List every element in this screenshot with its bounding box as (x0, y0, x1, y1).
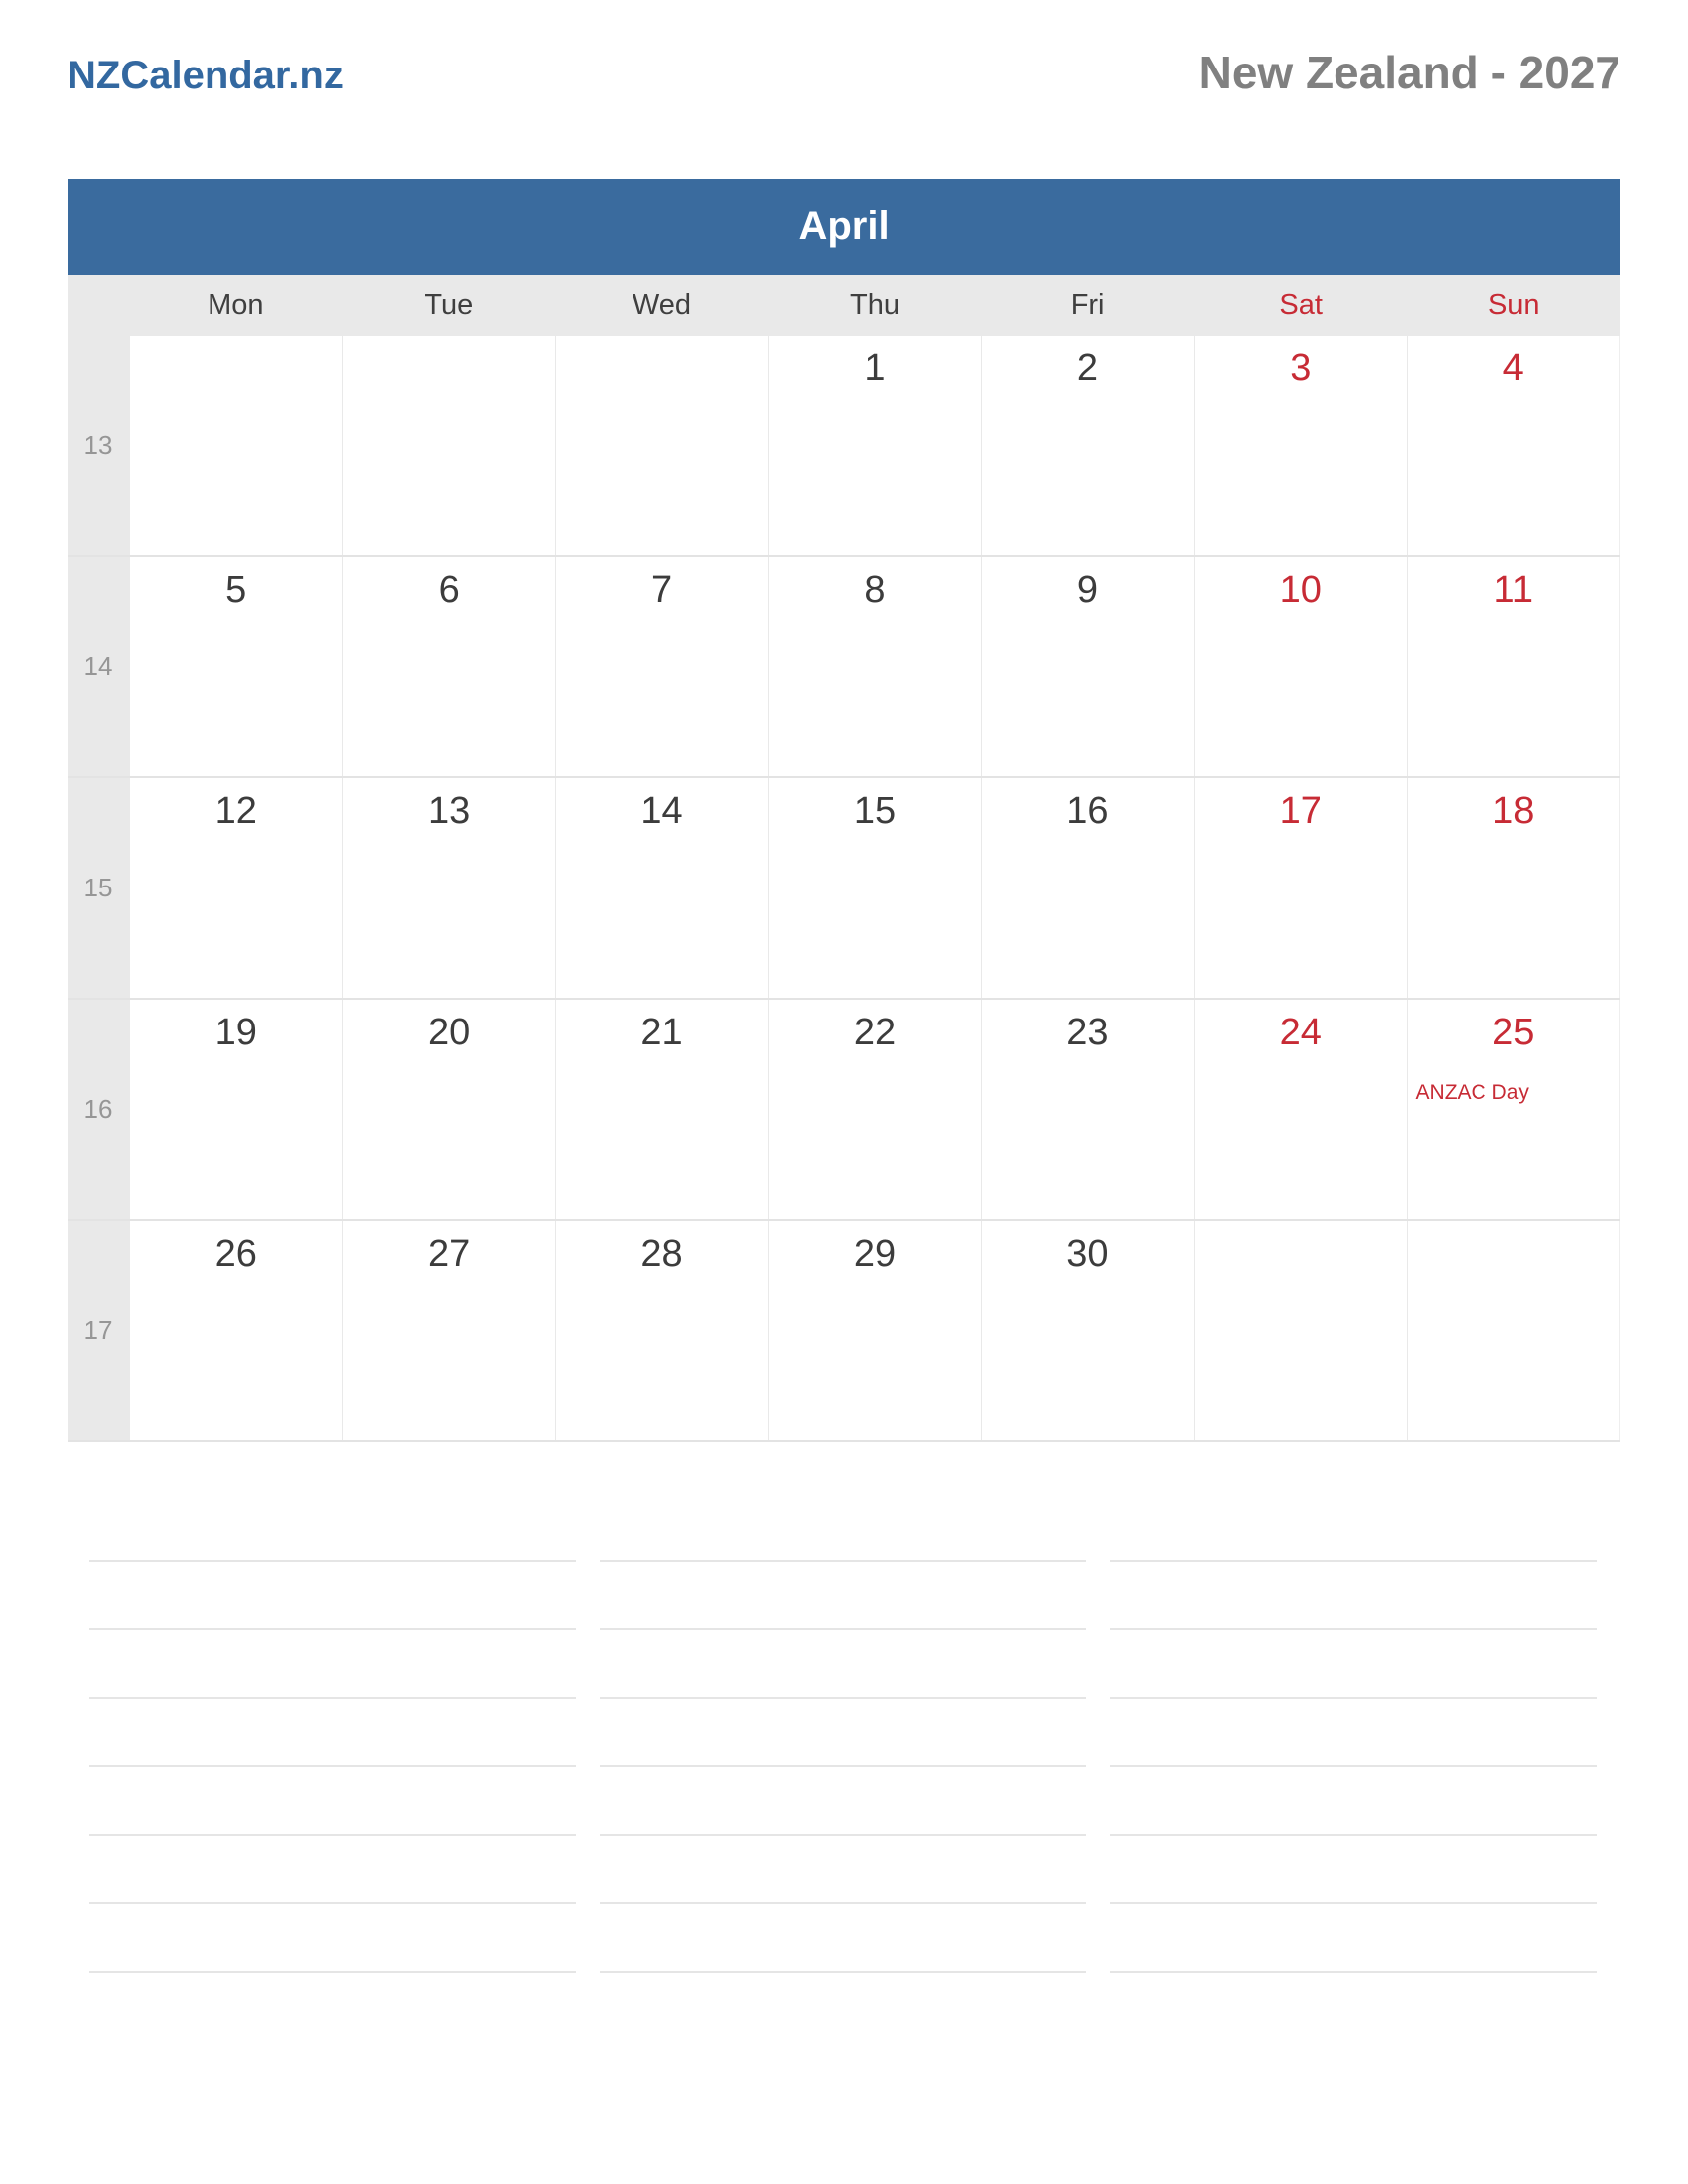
day-cell (768, 778, 980, 998)
day-number: 19 (214, 1012, 257, 1053)
note-line (1110, 1562, 1597, 1630)
week-row (68, 778, 1620, 1000)
day-cell (129, 557, 342, 776)
note-line (89, 1562, 576, 1630)
note-line (89, 1630, 576, 1699)
weekday-header-row (68, 275, 1620, 336)
week-number: 17 (68, 1221, 129, 1440)
note-line (1110, 1630, 1597, 1699)
day-cell (981, 1000, 1194, 1219)
day-cell (768, 336, 980, 555)
week-row (68, 557, 1620, 778)
day-number: 8 (864, 569, 886, 611)
day-cell (981, 557, 1194, 776)
day-number: 17 (1279, 790, 1322, 832)
day-cell (555, 1221, 768, 1440)
note-line (600, 1904, 1086, 1973)
day-cell (342, 557, 554, 776)
day-cell (768, 1221, 980, 1440)
day-number: 11 (1493, 569, 1533, 611)
site-logo[interactable]: NZCalendar.nz (68, 54, 344, 97)
note-line (89, 1836, 576, 1904)
week-row (68, 1000, 1620, 1221)
day-cell (555, 336, 768, 555)
day-cell (1194, 557, 1406, 776)
day-number: 30 (1066, 1233, 1109, 1275)
weekday-header-sun: Sun (1487, 289, 1540, 321)
note-line (600, 1836, 1086, 1904)
day-number: 13 (427, 790, 471, 832)
note-line (600, 1493, 1086, 1562)
calendar-grid (68, 336, 1620, 1442)
day-number: 27 (427, 1233, 471, 1275)
day-cell (555, 557, 768, 776)
day-cell (1407, 1221, 1620, 1440)
week-row (68, 1221, 1620, 1442)
day-cell (1194, 1000, 1406, 1219)
note-line (600, 1562, 1086, 1630)
day-cell (1407, 557, 1620, 776)
day-cell (342, 1221, 554, 1440)
page-header (68, 46, 1620, 99)
week-number: 14 (68, 557, 129, 776)
day-number: 24 (1279, 1012, 1322, 1053)
day-cell (129, 1221, 342, 1440)
day-number: 7 (650, 569, 673, 611)
weekday-header-wed: Wed (632, 289, 691, 321)
notes-column (1110, 1493, 1597, 1973)
day-cell (342, 336, 554, 555)
day-cell (1407, 336, 1620, 555)
day-number: 25 (1492, 1012, 1535, 1053)
day-number: 21 (640, 1012, 683, 1053)
day-cell (981, 1221, 1194, 1440)
notes-column (600, 1493, 1086, 1973)
note-line (600, 1767, 1086, 1836)
day-number: 14 (640, 790, 683, 832)
day-number: 16 (1066, 790, 1109, 832)
day-number: 26 (214, 1233, 257, 1275)
holiday-label: ANZAC Day (1415, 1080, 1529, 1104)
day-number: 1 (864, 347, 886, 389)
weekday-header-thu: Thu (850, 289, 901, 321)
day-cell (342, 1000, 554, 1219)
week-row (68, 336, 1620, 557)
day-number: 10 (1279, 569, 1322, 611)
day-cell (768, 1000, 980, 1219)
note-line (1110, 1493, 1597, 1562)
day-cell (129, 1000, 342, 1219)
note-line (600, 1630, 1086, 1699)
day-number: 4 (1502, 347, 1524, 389)
day-cell (555, 778, 768, 998)
weekday-header-sat: Sat (1279, 289, 1323, 321)
note-line (89, 1493, 576, 1562)
day-cell (1194, 336, 1406, 555)
day-number: 2 (1076, 347, 1098, 389)
note-line (600, 1699, 1086, 1767)
day-number: 15 (853, 790, 897, 832)
month-title: April (68, 179, 1620, 275)
day-cell (1407, 1000, 1620, 1219)
weekday-header-mon: Mon (208, 289, 264, 321)
day-cell (981, 336, 1194, 555)
note-line (1110, 1904, 1597, 1973)
day-number: 12 (214, 790, 257, 832)
day-cell (1407, 778, 1620, 998)
notes-column (89, 1493, 576, 1973)
day-cell (1194, 778, 1406, 998)
day-number: 18 (1492, 790, 1535, 832)
weekday-header-fri: Fri (1070, 289, 1105, 321)
week-number: 15 (68, 778, 129, 998)
region-year-title: New Zealand - 2027 (1198, 47, 1620, 98)
day-cell (342, 778, 554, 998)
day-cell (768, 557, 980, 776)
day-cell (981, 778, 1194, 998)
day-number: 6 (438, 569, 460, 611)
day-number: 3 (1290, 347, 1312, 389)
notes-section (89, 1493, 1597, 1973)
day-number: 22 (853, 1012, 897, 1053)
note-line (1110, 1836, 1597, 1904)
day-cell (1194, 1221, 1406, 1440)
week-number: 13 (68, 336, 129, 555)
day-cell (555, 1000, 768, 1219)
note-line (1110, 1699, 1597, 1767)
weekday-header-tue: Tue (424, 289, 474, 321)
day-cell (129, 778, 342, 998)
day-number: 20 (427, 1012, 471, 1053)
day-number: 9 (1076, 569, 1098, 611)
calendar (68, 179, 1620, 1442)
day-number: 29 (853, 1233, 897, 1275)
week-number: 16 (68, 1000, 129, 1219)
note-line (89, 1767, 576, 1836)
day-number: 23 (1066, 1012, 1109, 1053)
note-line (89, 1904, 576, 1973)
note-line (89, 1699, 576, 1767)
day-number: 5 (225, 569, 247, 611)
day-cell (129, 336, 342, 555)
note-line (1110, 1767, 1597, 1836)
day-number: 28 (640, 1233, 683, 1275)
